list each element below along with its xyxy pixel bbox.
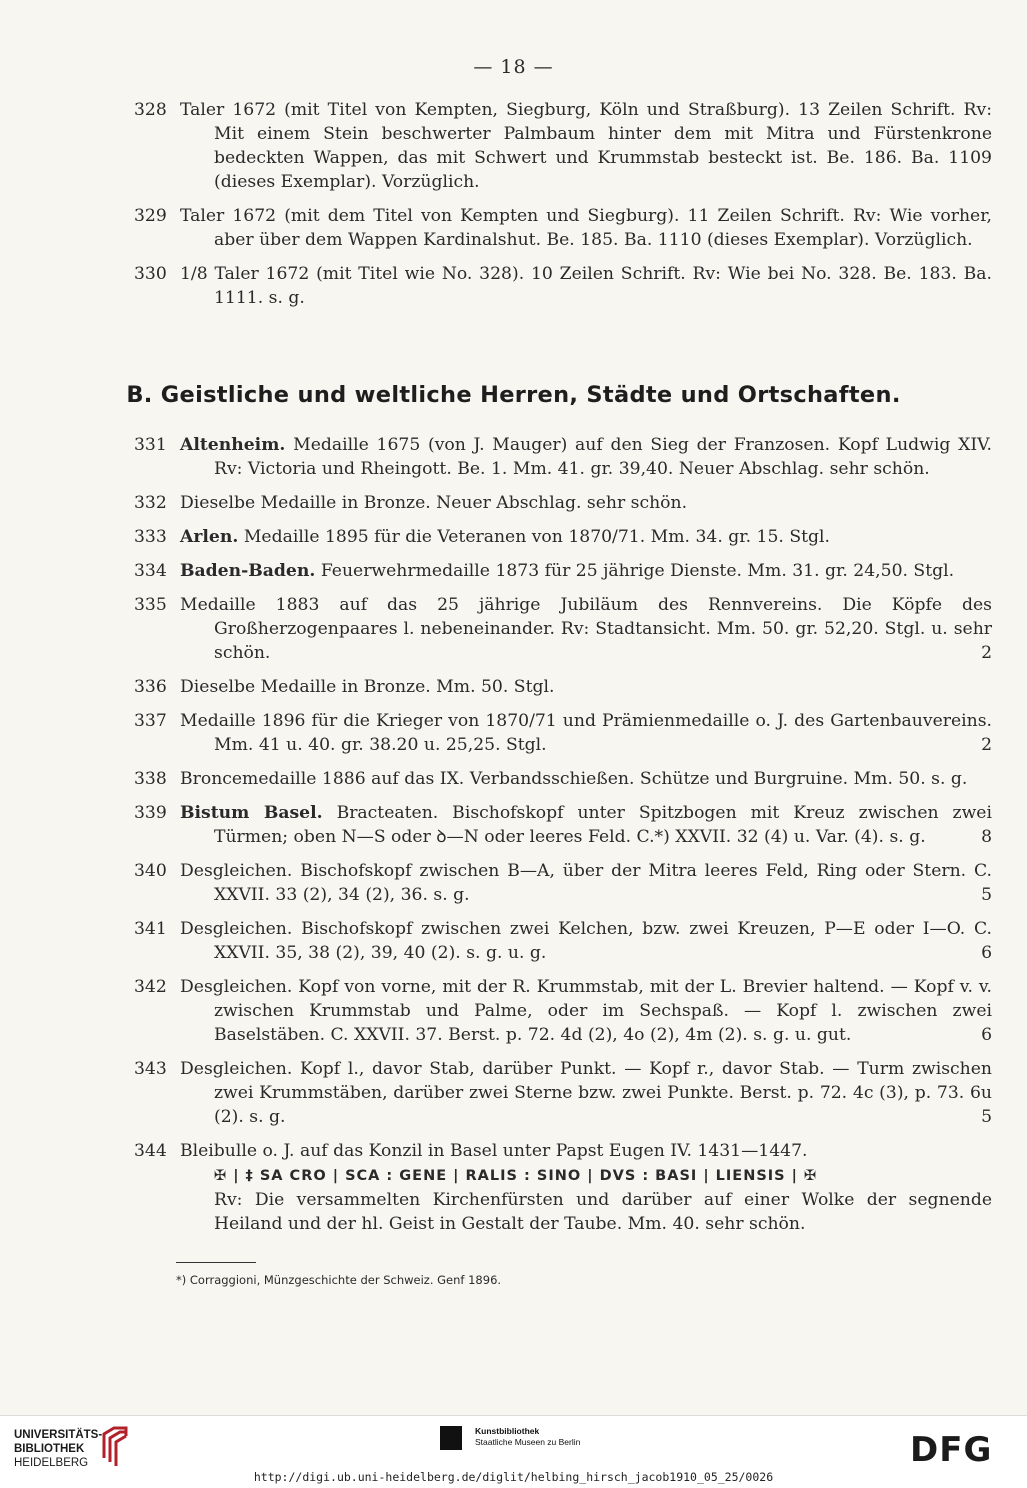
catalog-entry: [134, 433, 992, 481]
entry-number: 336: [134, 677, 167, 697]
entry-title: Bistum Basel.: [180, 803, 323, 823]
page-number: — 18 —: [473, 56, 554, 78]
kb-title: Kunstbibliothek: [475, 1426, 540, 1436]
entry-number: 339: [134, 803, 167, 823]
seal-legend: ✠ | ‡ SA CRO | SCA : GENE | RALIS : SINO | DVS : BASI | LIENSIS | ✠: [214, 1168, 818, 1184]
university-library-logo[interactable]: [14, 1428, 102, 1470]
catalog-entry: [134, 204, 992, 252]
entry-number: 343: [134, 1059, 167, 1079]
kb-subtitle: Staatliche Museen zu Berlin: [475, 1437, 581, 1447]
footnote: *) Corraggioni, Münzgeschichte der Schweiz. Genf 1896.: [176, 1273, 502, 1287]
section-heading: B. Geistliche und weltliche Herren, Städte und Ortschaften.: [126, 382, 901, 408]
entry-text-reverse: Rv: Die versammelten Kirchenfürsten und darüber auf einer Wolke der segnende Heiland und der hl. Geist in Gestalt der Taube. Mm. 40. sehr schön.: [214, 1190, 992, 1234]
catalog-entry: [134, 801, 992, 849]
entry-text: Dieselbe Medaille in Bronze. Mm. 50. Stgl.: [180, 677, 555, 697]
entry-text: Bleibulle o. J. auf das Konzil in Basel unter Papst Eugen IV. 1431—1447.: [180, 1141, 808, 1161]
entry-number: 331: [134, 435, 167, 455]
kunstbibliothek-logo-icon: [440, 1426, 462, 1450]
catalog-entry: [134, 559, 992, 583]
entry-number: 335: [134, 595, 167, 615]
entry-text: Medaille 1895 für die Veteranen von 1870/71. Mm. 34. gr. 15. Stgl.: [243, 527, 830, 547]
entry-text: Medaille 1883 auf das 25 jährige Jubiläum des Rennvereins. Die Köpfe des Großherzogenpaares l. nebeneinander. Rv: Stadtansicht. Mm. 50. gr. 52,20. Stgl. u. sehr schön.: [180, 595, 992, 663]
entry-text: 1/8 Taler 1672 (mit Titel wie No. 328). 10 Zeilen Schrift. Rv: Wie bei No. 328. Be. 183. Ba. 1111. s. g.: [180, 264, 992, 308]
footnote-rule: [176, 1262, 256, 1263]
entry-text: Desgleichen. Bischofskopf zwischen B—A, über der Mitra leeres Feld, Ring oder Stern. C. XXVII. 33 (2), 34 (2), 36. s. g.: [180, 861, 992, 905]
catalog-entry: [134, 1139, 992, 1236]
entry-number: 334: [134, 561, 167, 581]
catalog-entry: [134, 709, 992, 757]
entry-number: 329: [134, 206, 167, 226]
entry-text: Dieselbe Medaille in Bronze. Neuer Abschlag. sehr schön.: [180, 493, 688, 513]
entry-number: 337: [134, 711, 167, 731]
entry-text: Feuerwehrmedaille 1873 für 25 jährige Dienste. Mm. 31. gr. 24,50. Stgl.: [320, 561, 955, 581]
uni-line-1: UNIVERSITÄTS-: [14, 1429, 103, 1441]
entry-count: 6: [981, 1025, 992, 1045]
entry-text: Desgleichen. Bischofskopf zwischen zwei Kelchen, bzw. zwei Kreuzen, P—E oder I—O. C. XXVII. 35, 38 (2), 39, 40 (2). s. g. u. g.: [180, 919, 992, 963]
catalog-entry: [134, 98, 992, 194]
entry-number: 330: [134, 264, 167, 284]
entry-text: Desgleichen. Kopf von vorne, mit der R. Krummstab, mit der L. Brevier haltend. — Kopf v. v. zwischen Krummstab und Palme, oder im Sechspaß. — Kopf l. zwischen zwei Baselstäben. C. XXVII. 37. Berst. p. 72. 4d (2), 4o (2), 4m (2). s. g. u. gut.: [180, 977, 992, 1045]
catalog-entry: [134, 975, 992, 1047]
entry-title: Altenheim.: [180, 435, 286, 455]
entry-number: 344: [134, 1141, 167, 1161]
entry-text: Taler 1672 (mit dem Titel von Kempten und Siegburg). 11 Zeilen Schrift. Rv: Wie vorher, aber über dem Wappen Kardinalshut. Be. 185. Ba. 1110 (dieses Exemplar). Vorzüglich.: [180, 206, 992, 250]
kunstbibliothek-credit[interactable]: [475, 1426, 580, 1448]
catalog-entry: [134, 593, 992, 665]
entry-number: 332: [134, 493, 167, 513]
permalink-url[interactable]: http://digi.ub.uni-heidelberg.de/diglit/helbing_hirsch_jacob1910_05_25/0026: [253, 1470, 774, 1484]
entry-text: Medaille 1675 (von J. Mauger) auf den Sieg der Franzosen. Kopf Ludwig XIV. Rv: Victoria und Rheingott. Be. 1. Mm. 41. gr. 39,40. Neuer Abschlag. sehr schön.: [214, 435, 992, 479]
entry-count: 8: [981, 827, 992, 847]
entry-text: Desgleichen. Kopf l., davor Stab, darüber Punkt. — Kopf r., davor Stab. — Turm zwischen zwei Krummstäben, darüber zwei Sterne bzw. zwei Punkte. Berst. p. 72. 4c (3), p. 73. 6u (2). s. g.: [180, 1059, 992, 1127]
catalog-entry: [134, 1057, 992, 1129]
uni-line-3: HEIDELBERG: [14, 1457, 89, 1469]
catalog-entry: [134, 917, 992, 965]
entry-text: Medaille 1896 für die Krieger von 1870/71 und Prämienmedaille o. J. des Gartenbauvereins. Mm. 41 u. 40. gr. 38.20 u. 25,25. Stgl.: [180, 711, 992, 755]
entry-count: 2: [981, 643, 992, 663]
entry-count: 5: [981, 1107, 992, 1127]
catalog-entry: [134, 525, 992, 549]
entry-text: Taler 1672 (mit Titel von Kempten, Siegburg, Köln und Straßburg). 13 Zeilen Schrift. Rv: Mit einem Stein beschwerter Palmbaum hinter dem mit Mitra und Fürstenkrone bedeckten Wappen, das mit Schwert und Krummstab besteckt ist. Be. 186. Ba. 1109 (dieses Exemplar). Vorzüglich.: [180, 100, 992, 192]
entries-top: [134, 98, 992, 320]
catalog-entry: [134, 262, 992, 310]
digitization-footer: [0, 1415, 1027, 1488]
entry-title: Arlen.: [180, 527, 239, 547]
entry-count: 6: [981, 943, 992, 963]
catalog-entry: [134, 859, 992, 907]
entries-main: [134, 433, 992, 1246]
entry-number: 333: [134, 527, 167, 547]
dfg-logo[interactable]: DFG: [910, 1430, 993, 1470]
entry-count: 2: [981, 735, 992, 755]
entry-count: 5: [981, 885, 992, 905]
entry-text: Broncemedaille 1886 auf das IX. Verbandsschießen. Schütze und Burgruine. Mm. 50. s. g.: [180, 769, 968, 789]
entry-number: 328: [134, 100, 167, 120]
entry-number: 338: [134, 769, 167, 789]
entry-number: 341: [134, 919, 167, 939]
entry-title: Baden-Baden.: [180, 561, 316, 581]
library-emblem-icon: [100, 1424, 130, 1466]
entry-number: 340: [134, 861, 167, 881]
entry-text: Bracteaten. Bischofskopf unter Spitzbogen mit Kreuz zwischen zwei Türmen; oben N—S oder ꝺ—N oder leeres Feld. C.*) XXVII. 32 (4) u. Var. (4). s. g.: [214, 803, 992, 847]
catalog-entry: [134, 675, 992, 699]
entry-number: 342: [134, 977, 167, 997]
catalog-entry: [134, 491, 992, 515]
uni-line-2: BIBLIOTHEK: [14, 1443, 85, 1455]
catalog-entry: [134, 767, 992, 791]
